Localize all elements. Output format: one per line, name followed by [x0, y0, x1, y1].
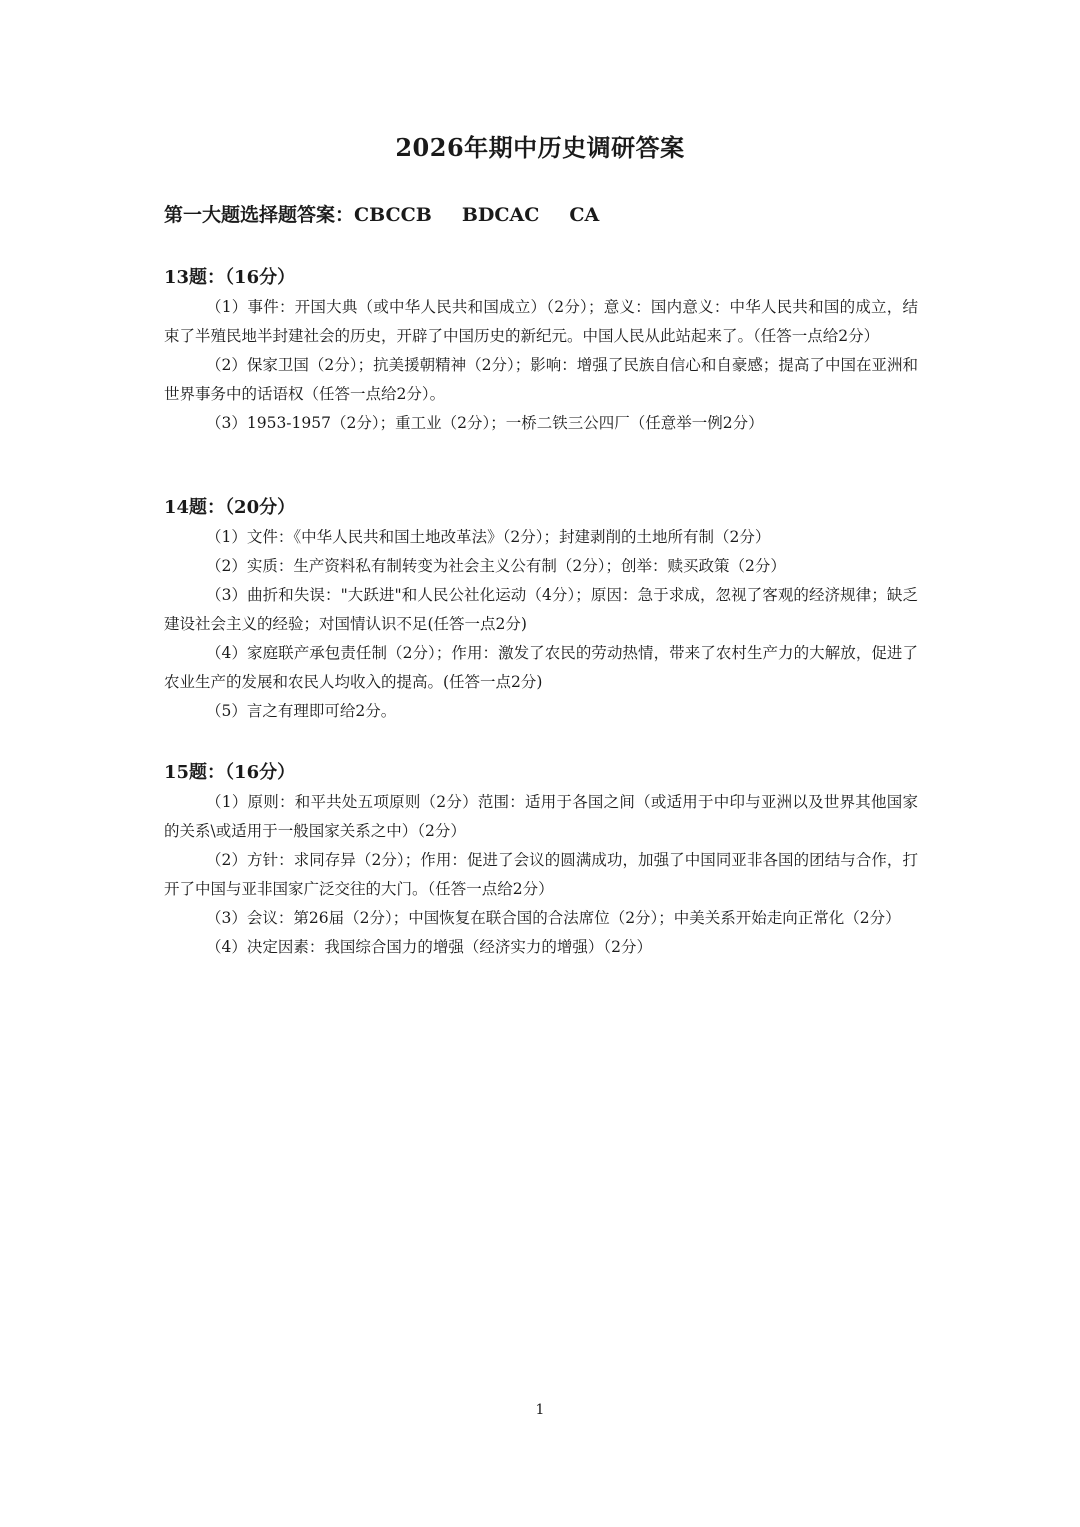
choice-answer-group-2: BDCAC — [461, 204, 540, 226]
question-13-section — [164, 264, 918, 438]
question-14-answer-1: （1）文件：《中华人民共和国土地改革法》（2分）；封建剥削的土地所有制（2分） — [206, 528, 771, 546]
choice-answer-group-1: CBCCB — [354, 204, 432, 226]
question-13-answer-3: （3）1953-1957（2分）；重工业（2分）；一桥二铁三公四厂（任意举一例2分） — [206, 414, 764, 432]
question-15-answer-3: （3）会议：第26届（2分）；中国恢复在联合国的合法席位（2分）；中美关系开始走向正常化（2分） — [206, 909, 901, 927]
question-14-answer-3: （3）曲折和失误："大跃进"和人民公社化运动（4分）；原因：急于求成，忽视了客观的经济规律；缺乏建设社会主义的经验；对国情认识不足(任答一点2分) — [164, 586, 918, 633]
question-15-section — [164, 759, 918, 962]
question-15-answer-2: （2）方针：求同存异（2分）；作用：促进了会议的圆满成功，加强了中国同亚非各国的团结与合作，打开了中国与亚非国家广泛交往的大门。（任答一点给2分） — [164, 851, 918, 898]
choice-answers — [164, 200, 599, 230]
choice-answer-group-3: CA — [569, 204, 600, 226]
page-title: 2026年期中历史调研答案 — [395, 133, 685, 162]
question-15-heading: 15题：（16分） — [164, 762, 296, 783]
page-number: 1 — [535, 1402, 545, 1418]
question-15-answer-4: （4）决定因素：我国综合国力的增强（经济实力的增强）（2分） — [206, 938, 652, 956]
question-14-answer-4: （4）家庭联产承包责任制（2分）；作用：激发了农民的劳动热情，带来了农村生产力的大解放，促进了农业生产的发展和农民人均收入的提高。(任答一点2分) — [164, 644, 918, 691]
question-14-heading: 14题：（20分） — [164, 497, 296, 518]
question-13-heading: 13题：（16分） — [164, 267, 296, 288]
choice-answers-label: 第一大题选择题答案： — [164, 204, 355, 226]
question-15-answer-1: （1）原则：和平共处五项原则（2分）范围：适用于各国之间（或适用于中印与亚洲以及世界其他国家的关系\或适用于一般国家关系之中）（2分） — [164, 793, 918, 840]
question-13-answer-2: （2）保家卫国（2分）；抗美援朝精神（2分）；影响：增强了民族自信心和自豪感；提高了中国在亚洲和世界事务中的话语权（任答一点给2分）。 — [164, 356, 918, 403]
question-14-section — [164, 494, 918, 726]
question-13-answer-1: （1）事件：开国大典（或中华人民共和国成立）（2分）；意义：国内意义：中华人民共和国的成立，结束了半殖民地半封建社会的历史，开辟了中国历史的新纪元。中国人民从此站起来了。（任答一点给2分） — [164, 298, 918, 345]
question-14-answer-2: （2）实质：生产资料私有制转变为社会主义公有制（2分）；创举：赎买政策（2分） — [206, 557, 786, 575]
question-14-answer-5: （5）言之有理即可给2分。 — [206, 702, 397, 720]
